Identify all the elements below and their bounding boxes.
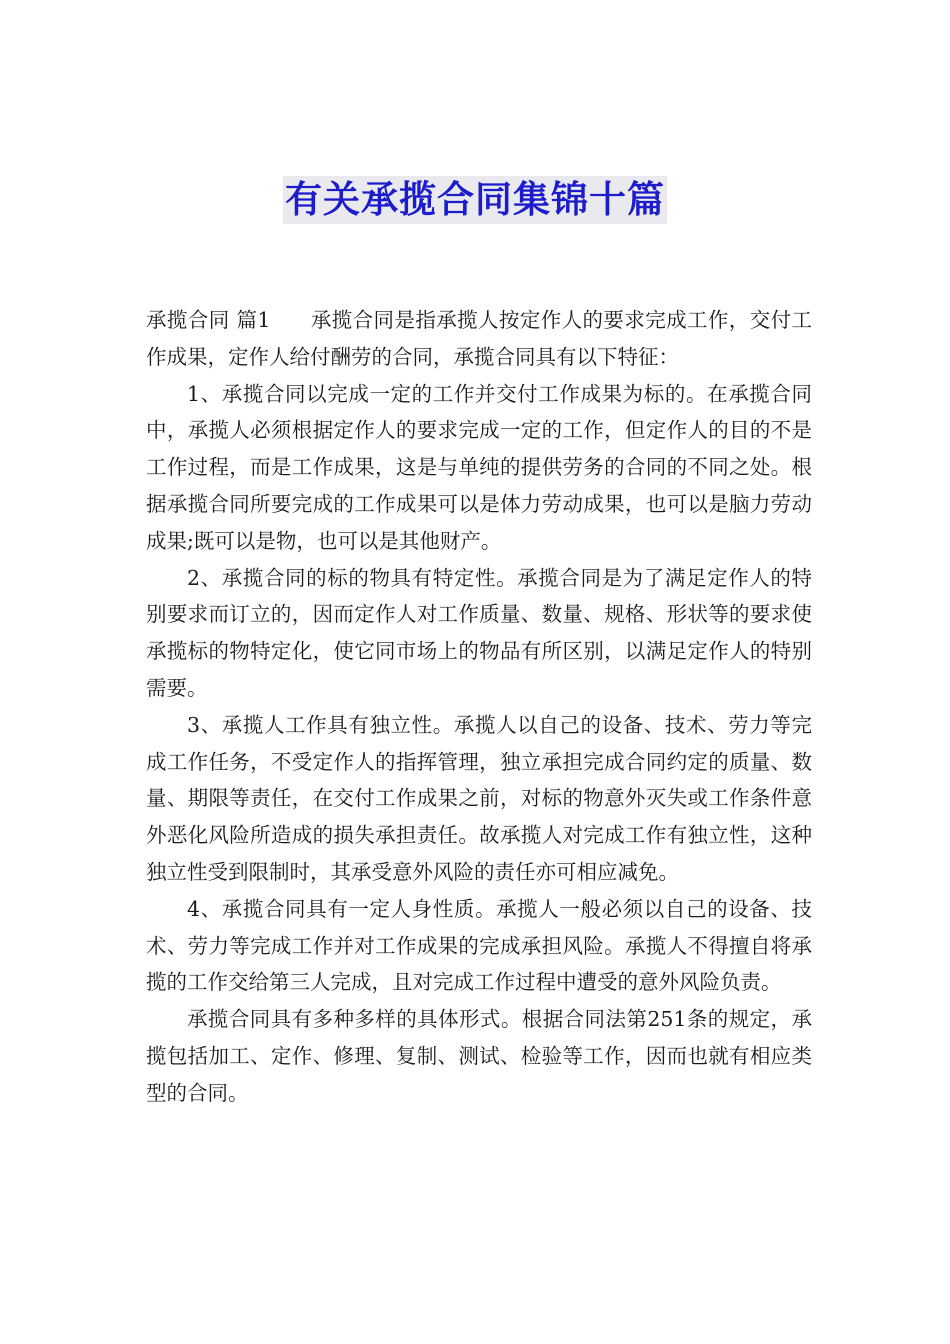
lead-paragraph bbox=[146, 302, 812, 376]
paragraph-3: 3、承揽人工作具有独立性。承揽人以自己的设备、技术、劳力等完成工作任务，不受定作人的指挥管理，独立承担完成合同约定的质量、数量、期限等责任，在交付工作成果之前，对标的物意外灭失或工作条件意外恶化风险所造成的损失承担责任。故承揽人对完成工作有独立性，这种独立性受到限制时，其承受意外风险的责任亦可相应减免。 bbox=[146, 712, 812, 884]
lead-text: 承揽合同是指承揽人按定作人的要求完成工作，交付工作成果，定作人给付酬劳的合同，承揽合同具有以下特征： bbox=[146, 308, 813, 369]
section-heading: 承揽合同 篇1 bbox=[146, 308, 271, 332]
paragraph-2: 2、承揽合同的标的物具有特定性。承揽合同是为了满足定作人的特别要求而订立的，因而定作人对工作质量、数量、规格、形状等的要求使承揽标的物特定化，使它同市场上的物品有所区别，以满足定作人的特别需要。 bbox=[146, 565, 812, 700]
document-body bbox=[146, 302, 812, 1112]
paragraph-1: 1、承揽合同以完成一定的工作并交付工作成果为标的。在承揽合同中，承揽人必须根据定作人的要求完成一定的工作，但定作人的目的不是工作过程，而是工作成果，这是与单纯的提供劳务的合同的不同之处。根据承揽合同所要完成的工作成果可以是体力劳动成果，也可以是脑力劳动成果;既可以是物，也可以是其他财产。 bbox=[146, 381, 812, 553]
paragraph-4: 4、承揽合同具有一定人身性质。承揽人一般必须以自己的设备、技术、劳力等完成工作并对工作成果的完成承担风险。承揽人不得擅自将承揽的工作交给第三人完成，且对完成工作过程中遭受的意外风险负责。 bbox=[146, 896, 812, 995]
paragraph-5: 承揽合同具有多种多样的具体形式。根据合同法第251条的规定，承揽包括加工、定作、修理、复制、测试、检验等工作，因而也就有相应类型的合同。 bbox=[146, 1007, 812, 1105]
title-area bbox=[0, 176, 950, 224]
document-title: 有关承揽合同集锦十篇 bbox=[283, 176, 667, 224]
